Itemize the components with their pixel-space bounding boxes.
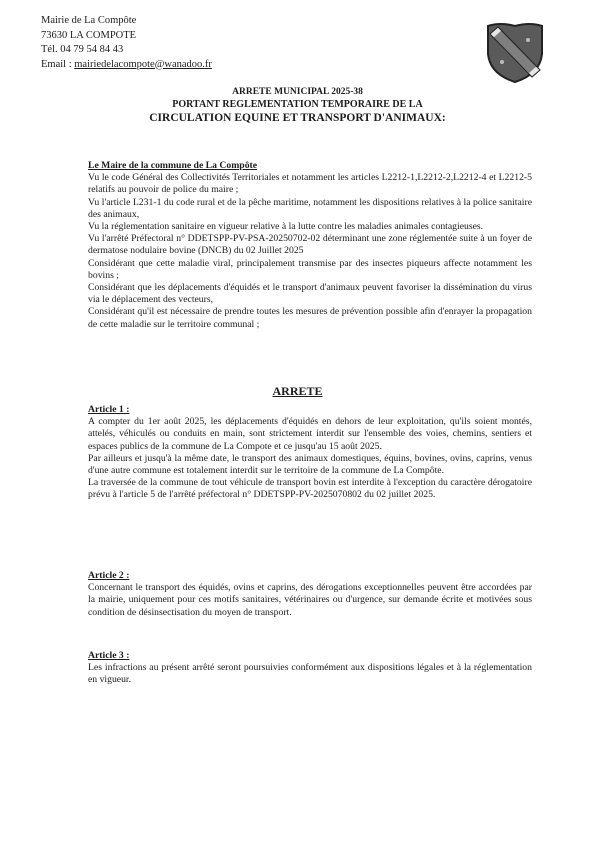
article-title: Article 3 : [88, 650, 130, 661]
preamble-paragraph: Considérant que cette maladie viral, principalement transmise par des insectes piqueurs affecte notamment les bovins ; [88, 257, 532, 281]
article-1 [88, 404, 532, 502]
phone-number: Tél. 04 79 54 84 43 [41, 44, 124, 55]
article-title: Article 1 : [88, 404, 130, 415]
preamble-paragraph: Vu l'arrêté Préfectoral n° DDETSPP-PV-PSA-20250702-02 déterminant une zone réglementée suite à un foyer de dermatose nodulaire bovine (DNCB) du 02 Juillet 2025 [88, 233, 532, 257]
email-line [41, 58, 212, 73]
coat-of-arms-icon [484, 20, 546, 84]
arrete-heading: ARRETE [272, 384, 323, 398]
article-paragraph: Les infractions au présent arrêté seront poursuivies conformément aux dispositions légales et à la réglementation en vigueur. [88, 662, 532, 686]
title-line-1: ARRETE MUNICIPAL 2025-38 [232, 87, 363, 97]
preamble-subtitle: Le Maire de la commune de La Compôte [88, 160, 258, 171]
preamble-paragraph: Vu la réglementation sanitaire en vigueur relative à la lutte contre les maladies animales contagieuses. [88, 221, 484, 233]
mairie-name: Mairie de La Compôte [41, 15, 137, 26]
preamble-paragraph: Considérant qu'il est nécessaire de prendre toutes les mesures de prévention possible afin d'enrayer la propagation de cette maladie sur le territoire communal ; [88, 306, 532, 330]
email-label: Email : [41, 58, 75, 70]
letterhead [41, 14, 212, 72]
article-paragraph: Par ailleurs et jusqu'à la même date, le transport des animaux domestiques, équins, bovines, ovins, caprins, venus d'une autre commune est totalement interdit sur le territoire de la commune de La Compôte. [88, 452, 532, 477]
article-paragraph: A compter du 1er août 2025, les déplacements d'équidés en dehors de leur exploitation, qu'ils soient montés, attelés, véhiculés ou conduits en main, sont strictement interdit sur l'ensemble des voies, chemins, sentiers et espaces publics de la commune de La Compote et ce jusqu'au 15 août 2025. [88, 416, 532, 452]
title-line-3: CIRCULATION EQUINE ET TRANSPORT D'ANIMAUX: [149, 112, 446, 124]
preamble-paragraph: Vu l'article L231-1 du code rural et de la pêche maritime, notamment les dispositions relatives à la police sanitaire des animaux, [88, 196, 532, 220]
email-address: mairiedelacompote@wanadoo.fr [74, 58, 212, 70]
postal-address: 73630 LA COMPOTE [41, 29, 137, 41]
preamble-paragraph: Vu le code Général des Collectivités Territoriales et notamment les articles L2212-1,L2212-2,L2212-4 et L2212-5 relatifs au pouvoir de police du maire ; [88, 172, 532, 196]
title-line-2: PORTANT REGLEMENTATION TEMPORAIRE DE LA [172, 99, 423, 110]
article-3 [88, 650, 532, 687]
article-2 [88, 570, 532, 619]
article-paragraph: La traversée de la commune de tout véhicule de transport bovin est interdite à l'exception du caractère dérogatoire prévu à l'article 5 de l'arrêté préfectoral n° DDETSPP-PV-2025070802 du 02 juillet 2025. [88, 477, 532, 501]
document-title [0, 86, 595, 125]
article-title: Article 2 : [88, 570, 130, 581]
article-paragraph: Concernant le transport des équidés, ovins et caprins, des dérogations exceptionnelles peuvent être accordées par la mairie, uniquement pour ces motifs sanitaires, vétérinaires ou d'urgence, sur demande écrite et motivées sous condition de désinsectisation du moyen de transport. [88, 582, 532, 618]
preamble [88, 160, 532, 331]
preamble-paragraph: Considérant que les déplacements d'équidés et le transport d'animaux peuvent favoriser la dissémination du virus via le déplacement des vecteurs, [88, 282, 532, 306]
